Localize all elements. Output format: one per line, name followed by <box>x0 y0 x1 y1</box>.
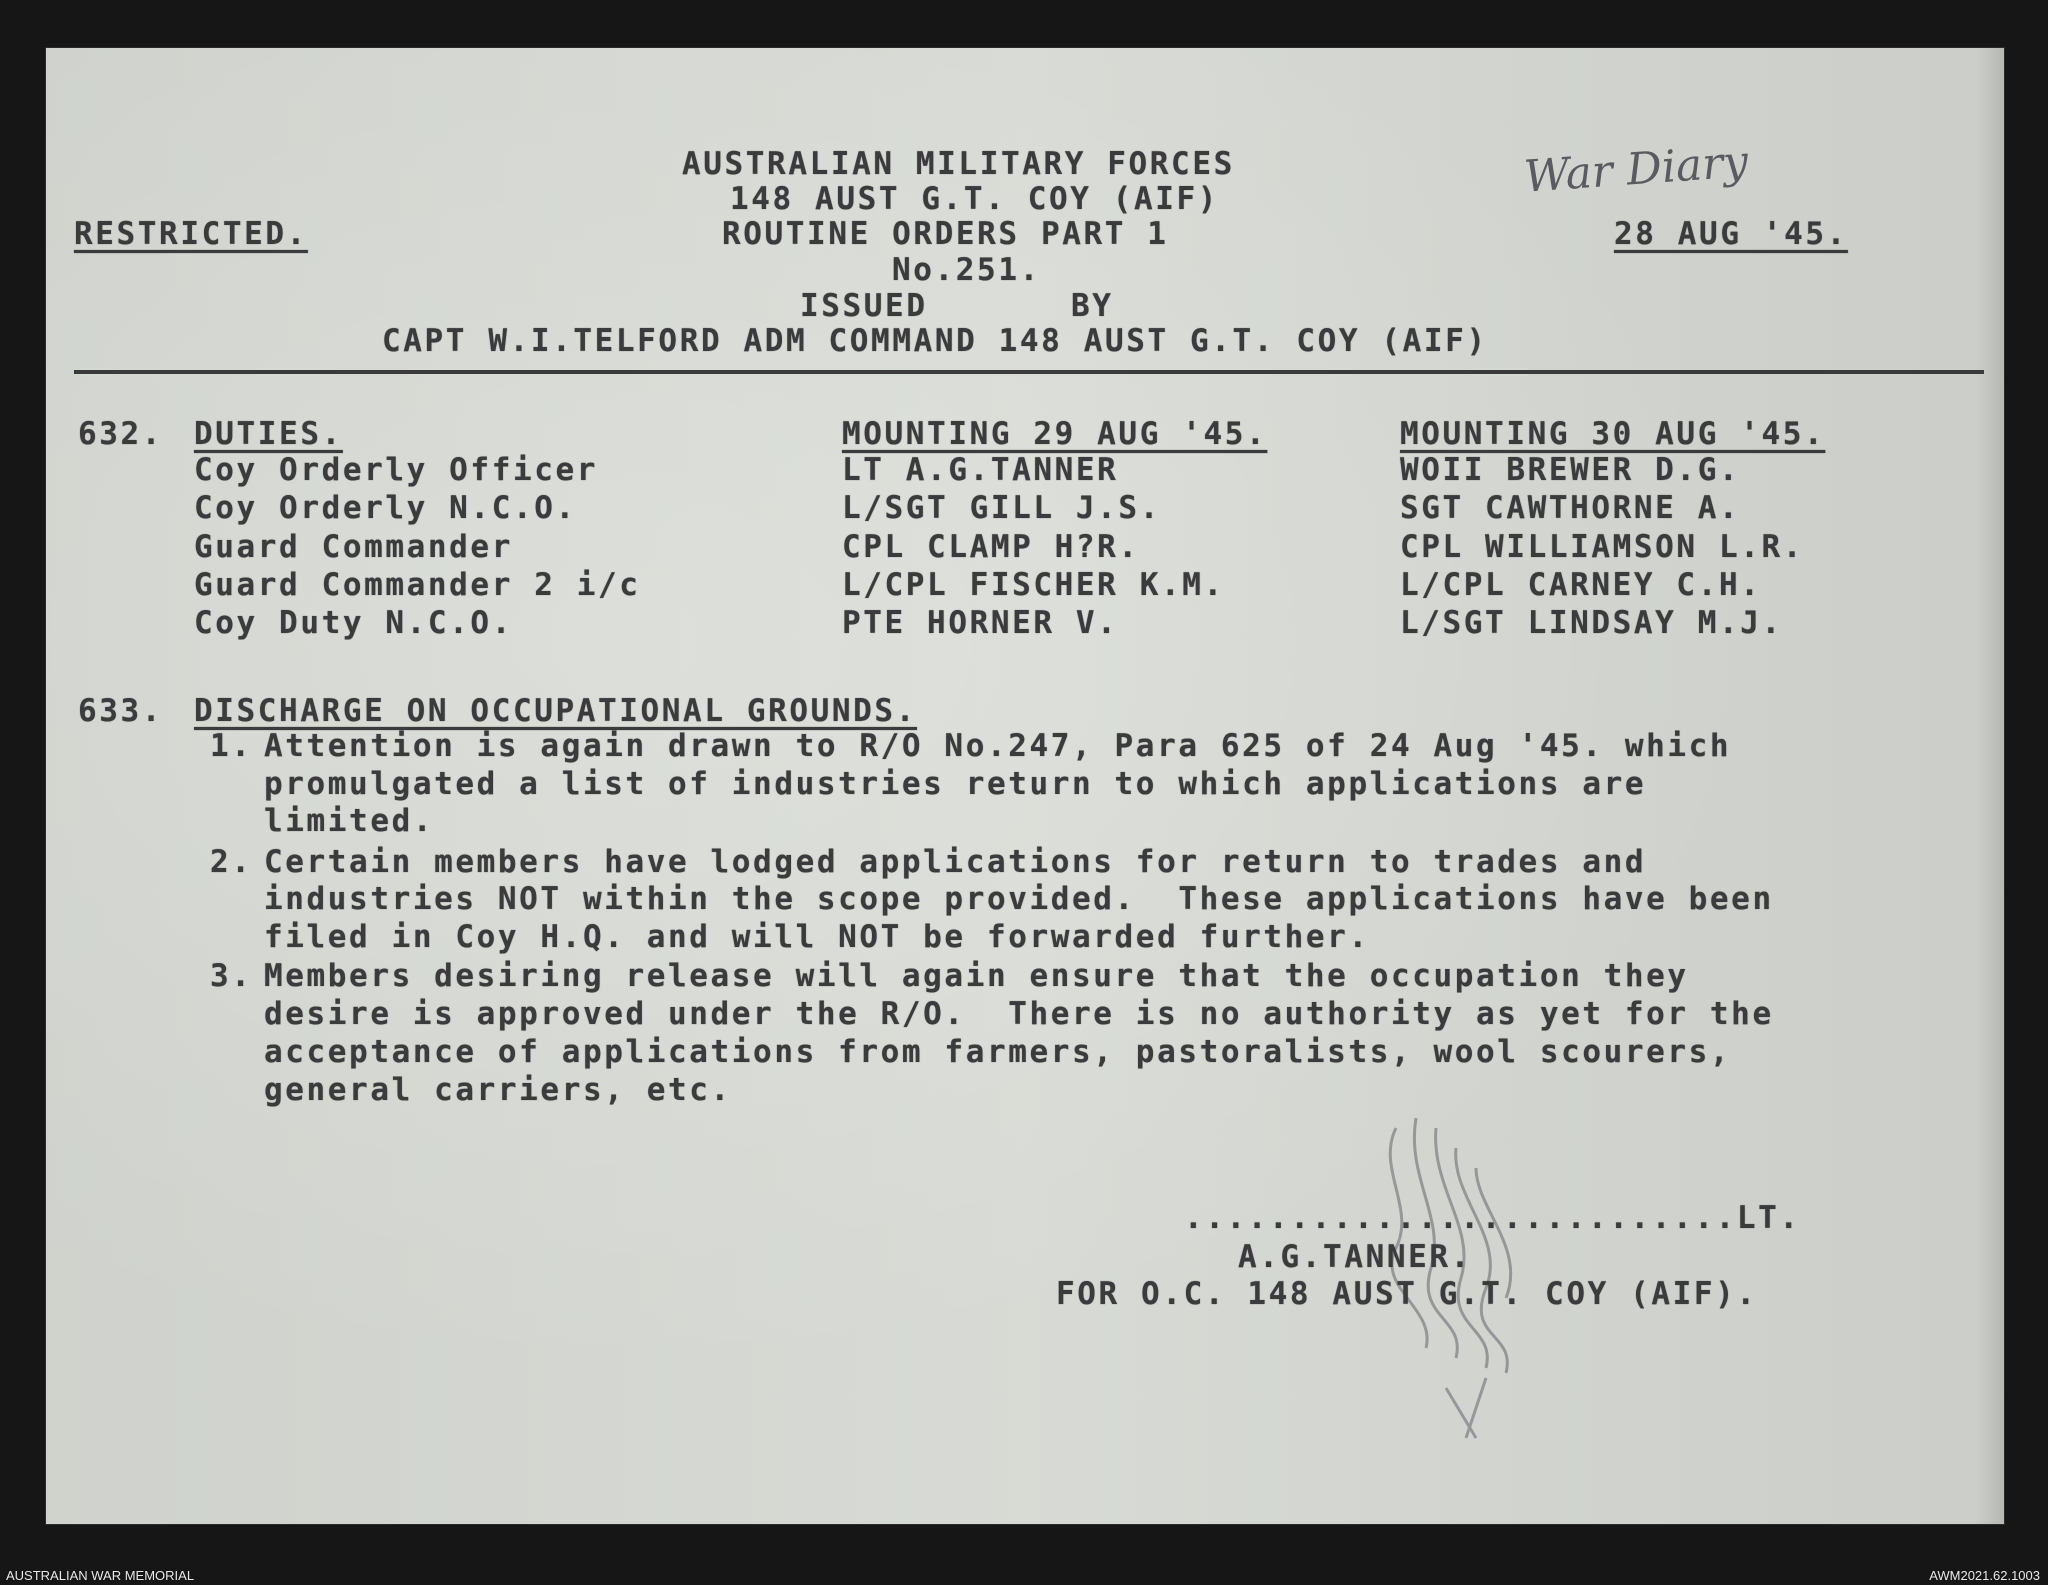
header-line-1: AUSTRALIAN MILITARY FORCES <box>682 146 1235 182</box>
signatory-name: A.G.TANNER. <box>1238 1239 1472 1275</box>
duty-aug30: WOII BREWER D.G. <box>1400 452 1741 488</box>
issuer-line: CAPT W.I.TELFORD ADM COMMAND 148 AUST G.T. COY (AIF) <box>382 323 1488 359</box>
document-page <box>46 48 2004 1524</box>
footer-right: AWM2021.62.1003 <box>1929 1568 2040 1583</box>
signature-line: ..........................LT. <box>1184 1200 1801 1236</box>
para-632-number: 632. <box>78 416 164 452</box>
para-633-heading: DISCHARGE ON OCCUPATIONAL GROUNDS. <box>194 693 917 729</box>
duty-name: Coy Duty N.C.O. <box>194 605 513 641</box>
item-line: Attention is again drawn to R/O No.247, Para 625 of 24 Aug '45. which <box>264 728 1732 764</box>
duty-aug30: L/SGT LINDSAY M.J. <box>1400 605 1783 641</box>
item-number: 2. <box>210 844 253 880</box>
item-line: limited. <box>264 803 435 839</box>
footer-left: AUSTRALIAN WAR MEMORIAL <box>6 1568 195 1583</box>
duty-aug29: CPL CLAMP H?R. <box>842 529 1140 565</box>
paper-edge <box>1975 48 2005 1524</box>
item-number: 3. <box>210 958 253 994</box>
by-label: BY <box>1071 288 1114 324</box>
handwritten-note: War Diary <box>1522 136 1750 203</box>
item-line: desire is approved under the R/O. There is no authority as yet for the <box>264 996 1774 1032</box>
item-line: promulgated a list of industries return to which applications are <box>264 766 1647 802</box>
mounting-30-heading: MOUNTING 30 AUG '45. <box>1400 416 1826 452</box>
item-line: filed in Coy H.Q. and will NOT be forwarded further. <box>264 919 1370 955</box>
duty-name: Guard Commander <box>194 529 513 565</box>
item-line: general carriers, etc. <box>264 1072 732 1108</box>
header-rule <box>74 370 1984 374</box>
duty-aug29: LT A.G.TANNER <box>842 452 1119 488</box>
order-number: No.251. <box>892 252 1041 288</box>
duty-aug29: PTE HORNER V. <box>842 605 1119 641</box>
para-633-number: 633. <box>78 693 164 729</box>
item-line: Certain members have lodged applications for return to trades and <box>264 844 1647 880</box>
document-date: 28 AUG '45. <box>1614 216 1848 252</box>
item-line: acceptance of applications from farmers, pastoralists, wool scourers, <box>264 1034 1732 1070</box>
duty-aug29: L/SGT GILL J.S. <box>842 490 1161 526</box>
item-line: industries NOT within the scope provided. These applications have been <box>264 881 1774 917</box>
issued-label: ISSUED <box>800 288 928 324</box>
duty-name: Coy Orderly N.C.O. <box>194 490 577 526</box>
duty-aug30: L/CPL CARNEY C.H. <box>1400 567 1762 603</box>
para-632-heading: DUTIES. <box>194 416 343 452</box>
duty-name: Coy Orderly Officer <box>194 452 599 488</box>
item-line: Members desiring release will again ensure that the occupation they <box>264 958 1689 994</box>
signatory-for: FOR O.C. 148 AUST G.T. COY (AIF). <box>1056 1276 1758 1312</box>
header-line-2: 148 AUST G.T. COY (AIF) <box>730 181 1220 217</box>
item-number: 1. <box>210 728 253 764</box>
header-line-3: ROUTINE ORDERS PART 1 <box>722 216 1169 252</box>
classification: RESTRICTED. <box>74 216 308 252</box>
duty-aug29: L/CPL FISCHER K.M. <box>842 567 1225 603</box>
duty-name: Guard Commander 2 i/c <box>194 567 641 603</box>
duty-aug30: SGT CAWTHORNE A. <box>1400 490 1741 526</box>
mounting-29-heading: MOUNTING 29 AUG '45. <box>842 416 1268 452</box>
duty-aug30: CPL WILLIAMSON L.R. <box>1400 529 1805 565</box>
